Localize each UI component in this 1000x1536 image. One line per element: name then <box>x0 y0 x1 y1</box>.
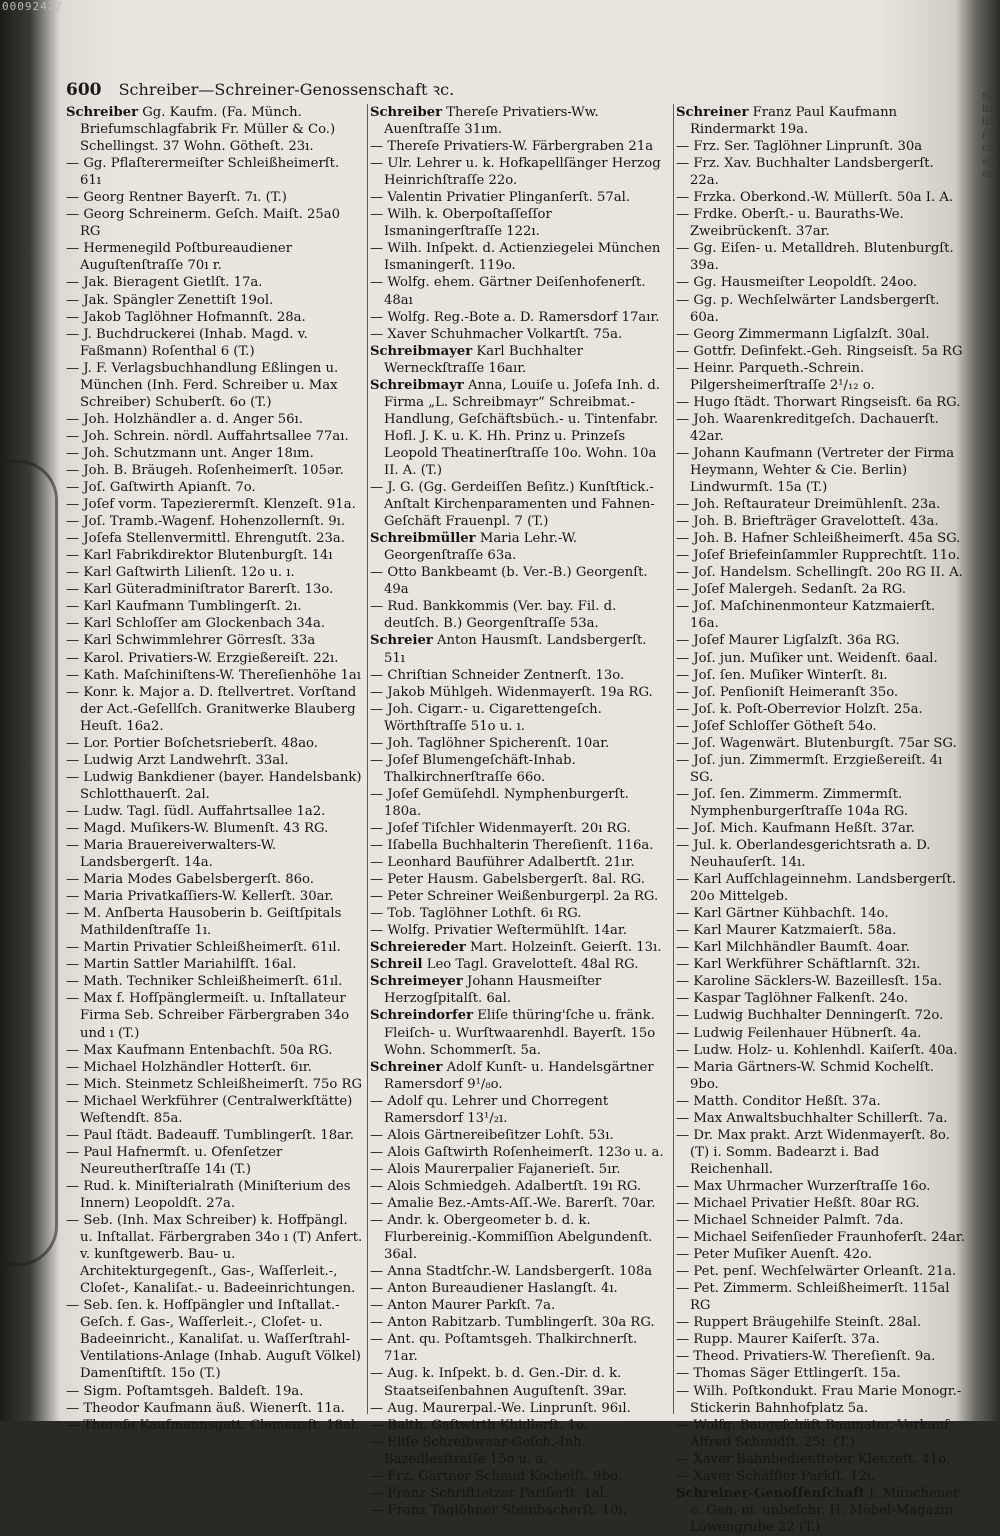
directory-entry: — Karl Schloſſer am Glockenbach 34a. <box>66 616 326 632</box>
directory-entry: — Georg Zimmermann Ligſalzſt. 30al. <box>676 326 930 342</box>
directory-entry: — Frzka. Oberkond.-W. Müllerſt. 50a I. A. <box>676 190 954 206</box>
directory-entry: — Gottfr. Deſinfekt.-Geh. Ringseisſt. 5a RG <box>676 343 963 359</box>
directory-column-middle <box>370 104 670 1518</box>
directory-entry: — Seb. (Inh. Max Schreiber) k. Hoffpängl. u. Inſtallat. Färbergraben 34o ı (T) Anfert. v. kunſtgewerb. Bau- u. Architekturgegenſt., Gas-, Waſſerleit.-, Cloſet-, Kanaliſat.- u. Badeeinrichtungen. <box>66 1213 363 1297</box>
directory-entry: — Magd. Muſikers-W. Blumenſt. 43 RG. <box>66 820 329 836</box>
directory-entry: — M. Anſberta Hausoberin b. Geiſtſpitals Mathildenſtraſſe 1ı. <box>66 906 342 939</box>
directory-column-right <box>676 104 966 1535</box>
directory-entry: — Jak. Bieragent Gietlſt. 17a. <box>66 275 263 291</box>
directory-entry: Schreiber Gg. Kaufm. (Fa. Münch. Briefumschlagfabrik Fr. Müller & Co.) Schellingst. 37 Wohn. Götheſt. 23ı. <box>66 105 336 155</box>
directory-entry: — Anton Maurer Parkſt. 7a. <box>370 1298 556 1314</box>
directory-entry: — Maria Modes Gabelsbergerſt. 86o. <box>66 872 314 888</box>
directory-entry: — Joſef vorm. Tapezierermſt. Klenzeſt. 91a. <box>66 497 356 513</box>
directory-entry: — Max Uhrmacher Wurzerſtraſſe 16o. <box>676 1178 931 1194</box>
binding-tab-outline <box>0 460 58 1266</box>
directory-entry: — Joſ. Penſioniſt Heimeranſt 35o. <box>676 684 899 700</box>
directory-entry: — Adolf qu. Lehrer und Chorregent Ramersdorf 13¹/₂ı. <box>370 1093 609 1126</box>
directory-entry: — Joſ. Wagenwärt. Blutenburgſt. 75ar SG. <box>676 735 957 751</box>
directory-entry: — Ludwig Arzt Landwehrſt. 33al. <box>66 752 289 768</box>
directory-entry: — Joh. B. Briefträger Gravelotteſt. 43a. <box>676 514 939 530</box>
directory-entry: — Leonhard Bauführer Adalbertſt. 21ır. <box>370 855 635 871</box>
directory-entry: — Lor. Portier Boſchetsrieberſt. 48ao. <box>66 735 318 751</box>
directory-entry: — Wilh. Inſpekt. d. Actienziegelei München Ismaningerſt. 119o. <box>370 241 661 274</box>
directory-entry: Schreiner-Genoſſenſchaft I. Münchener e. Gen. m. unbeſchr. H. Möbel-Magazin Löwengrube 22 (T.) <box>676 1485 960 1535</box>
directory-entry: — Ludwig Feilenhauer Hübnerſt. 4a. <box>676 1025 922 1041</box>
directory-entry: — Karl Güteradminiſtrator Barerſt. 13o. <box>66 582 334 598</box>
directory-entry: — Kath. Maſchiniſtens-W. Thereſienhöhe 1aı <box>66 667 361 683</box>
directory-entry: — Otto Bankbeamt (b. Ver.-B.) Georgenſt. 49a <box>370 565 648 598</box>
directory-entry: — Max Kaufmann Entenbachſt. 50a RG. <box>66 1042 333 1058</box>
directory-entry: — Franz Schriftſetzer Pariſerſt. 1al. <box>370 1485 609 1501</box>
directory-entry: — Joh. Cigarr.- u. Cigarettengeſch. Wörthſtraſſe 51o u. ı. <box>370 701 602 734</box>
directory-entry: — Rupp. Maurer Kaiſerſt. 37a. <box>676 1332 880 1348</box>
directory-entry: — Wolfg. Reg.-Bote a. D. Ramersdorf 17aır. <box>370 309 660 325</box>
directory-entry: — Sigm. Poſtamtsgeh. Baldeſt. 19a. <box>66 1383 304 1399</box>
directory-entry: — Karl Milchhändler Baumſt. 4oar. <box>676 940 910 956</box>
directory-entry: — Peter Schreiner Weißenburgerpl. 2a RG. <box>370 889 659 905</box>
directory-entry: — Andr. k. Obergeometer b. d. k. Flurbereinig.-Kommiſſion Abelgundenſt. 36al. <box>370 1213 653 1263</box>
directory-entry: Schreiereder Mart. Holzeinſt. Geierſt. 13ı. <box>370 940 662 956</box>
directory-entry: — Joſ. k. Poſt-Oberrevior Holzſt. 25a. <box>676 701 923 717</box>
directory-entry: Schreibmayr Anna, Louiſe u. Joſefa Inh. d. Firma „L. Schreibmayr“ Schreibmat.-Handlung, Geſchäftsbüch.- u. Tintenfabr. Hofl. J. K. u. K. Hh. Prinz u. Prinzeſs Leopold Theatinerſtraſſe 10o. Wohn. 10a II. A. (T.) <box>370 377 660 478</box>
directory-entry: — J. Buchdruckerei (Inhab. Magd. v. Faßmann) Roſenthal 6 (T.) <box>66 326 308 359</box>
directory-entry: — Anton Rabitzarb. Tumblingerſt. 30a RG. <box>370 1315 655 1331</box>
directory-entry: — Balth. Gaſtwirth Khidlerſt. 1o. <box>370 1417 588 1433</box>
directory-entry: — Hermenegild Poſtbureaudiener Auguſtenſtraſſe 70ı r. <box>66 241 293 274</box>
directory-entry: — Martin Privatier Schleißheimerſt. 61ıl. <box>66 940 341 956</box>
directory-entry: — Amalie Bez.-Amts-Aſſ.-We. Barerſt. 70ar. <box>370 1196 656 1211</box>
directory-entry: — Joſef Malergeh. Sedanſt. 2a RG. <box>676 582 907 598</box>
directory-entry: — Gg. Hausmeiſter Leopoldſt. 24oo. <box>676 275 918 291</box>
directory-entry: — Karl Kaufmann Tumblingerſt. 2ı. <box>66 599 302 615</box>
directory-entry: — Xaver Bahnbedienſteter Klenzeſt. 41o. <box>676 1451 951 1467</box>
directory-entry: — Mich. Steinmetz Schleißheimerſt. 75o RG <box>66 1076 362 1092</box>
directory-entry: — Pet. Zimmerm. Schleißheimerſt. 115al RG <box>676 1281 950 1314</box>
directory-entry: — Jak. Spängler Zenettiſt 19ol. <box>66 292 274 308</box>
directory-entry: — Gg. Pflaſterermeiſter Schleißheimerſt. 61ı <box>66 156 340 189</box>
directory-entry: — Chriſtian Schneider Zentnerſt. 13o. <box>370 667 625 683</box>
directory-entry: — Max f. Hofſpänglermeiſt. u. Inſtallateur Firma Seb. Schreiber Färbergraben 34o und ı (T.) <box>66 991 350 1041</box>
directory-entry: — Thomas Säger Ettlingerſt. 15a. <box>676 1366 901 1382</box>
directory-entry: — Konr. k. Major a. D. ſtellvertret. Vorſtand der Act.-Geſellſch. Granitwerke Blauberg Heuſt. 16a2. <box>66 684 357 734</box>
directory-entry: — Michael Seifenſieder Fraunhoferſt. 24ar. <box>676 1230 965 1246</box>
directory-entry: — Karl Gärtner Kühbachſt. 14o. <box>676 906 889 922</box>
directory-entry: — Karl Aufſchlageinnehm. Landsbergerſt. 20o Mittelgeb. <box>676 872 956 905</box>
directory-entry: — Joſef Maurer Ligſalzſt. 36a RG. <box>676 633 900 649</box>
directory-entry: — Jakob Mühlgeh. Widenmayerſt. 19a RG. <box>370 684 653 700</box>
directory-entry: — Ant. qu. Poſtamtsgeh. Thalkirchnerſt. 71ar. <box>370 1332 638 1365</box>
directory-entry: — Heinr. Parqueth.-Schrein. Pilgersheimerſtraſſe 2¹/₁₂ o. <box>676 360 875 393</box>
directory-entry: — Maria Privatkaſſiers-W. Kellerſt. 30ar. <box>66 889 334 905</box>
directory-entry: — Joſ. jun. Muſiker unt. Weidenſt. 6aal. <box>676 650 938 666</box>
directory-entry: — Joh. Reſtaurateur Dreimühlenſt. 23a. <box>676 497 941 513</box>
directory-entry: — Jakob Taglöhner Hofmannſt. 28a. <box>66 309 306 325</box>
directory-entry: — Johann Kaufmann (Vertreter der Firma Heymann, Wehter & Cie. Berlin) Lindwurmſt. 15a (T.) <box>676 445 955 496</box>
directory-entry: — Georg Schreinerm. Geſch. Maiſt. 25a0 RG <box>66 207 340 240</box>
directory-entry: — Aug. k. Inſpekt. b. d. Gen.-Dir. d. k. Staatseiſenbahnen Auguſtenſt. 39ar. <box>370 1366 627 1399</box>
directory-entry: — Wolfg. Privatier Weſtermühlſt. 14ar. <box>370 923 627 939</box>
directory-entry: — Karoline Säcklers-W. Bazeillesſt. 15a. <box>676 974 942 990</box>
directory-entry: — J. G. (Gg. Gerdeiſſen Beſitz.) Kunſtſtick.-Anſtalt Kirchenparamenten und Fahnen-Geſchäft Frauenpl. 7 (T.) <box>370 480 655 530</box>
directory-entry: — Xaver Schuhmacher Volkartſt. 75a. <box>370 326 623 342</box>
directory-entry: — Joh. B. Hafner Schleißheimerſt. 45a SG. <box>676 531 961 547</box>
directory-column-left <box>66 104 364 1433</box>
directory-entry: — Joſef Blumengeſchäft-Inhab. Thalkirchnerſtraſſe 66o. <box>370 752 576 785</box>
directory-entry: — Paul Hafnermſt. u. Ofenſetzer Neureutherſtraſſe 14ı (T.) <box>66 1144 283 1177</box>
directory-entry: — Ludw. Tagl. ſüdl. Auffahrtsallee 1a2. <box>66 803 326 819</box>
directory-entry: — Alois Gaſtwirth Roſenheimerſt. 123o u. a. <box>370 1144 664 1160</box>
directory-entry: — Joſ. Tramb.-Wagenf. Hohenzollernſt. 9ı. <box>66 514 346 530</box>
directory-entry: — Aug. Maurerpal.-We. Linprunſt. 96ıl. <box>370 1400 631 1416</box>
directory-entry: Schreindorfer Eliſe thüring'ſche u. fränk. Fleiſch- u. Wurſtwaarenhdl. Bayerſt. 15o Wohn. Schommerſt. 5a. <box>370 1008 656 1058</box>
scan-id-label: 00092427 <box>2 0 63 13</box>
adjacent-page-edge-text: Schreiber Schreiner <box>982 91 1000 180</box>
directory-entry: — Ruppert Bräugehilfe Steinſt. 28al. <box>676 1315 922 1331</box>
directory-entry: — Joh. Taglöhner Spicherenſt. 10ar. <box>370 735 610 751</box>
directory-entry: — Thereſe Kaufmannsgatt. Clemensſt. 18al. <box>66 1417 360 1433</box>
directory-entry: — Xaver Schäffler Parkſt. 12ı. <box>676 1468 876 1484</box>
directory-entry: — Theodor Kaufmann äuß. Wienerſt. 11a. <box>66 1400 345 1416</box>
directory-entry: Schreiber Thereſe Privatiers-Ww. Auenſtraſſe 31ım. <box>370 105 599 138</box>
directory-entry: — Paul ſtädt. Badeauff. Tumblingerſt. 18ar. <box>66 1127 354 1143</box>
directory-entry: — Gg. p. Wechſelwärter Landsbergerſt. 60a. <box>676 292 940 325</box>
directory-entry: — Joh. B. Bräugeh. Roſenheimerſt. 105ər. <box>66 462 344 478</box>
page-header <box>66 78 946 102</box>
column-rule-left <box>367 104 368 1414</box>
directory-entry: Schreil Leo Tagl. Gravelotteſt. 48al RG. <box>370 957 639 973</box>
directory-entry: — Joſef Tiſchler Widenmayerſt. 20ı RG. <box>370 820 631 836</box>
directory-entry: — Joh. Schutzmann unt. Anger 18ım. <box>66 445 314 461</box>
directory-entry: — Wolfg. Baugeſchäft Baumater.-Verkauf Alfred Schmidſt. 25ı. (T.) <box>676 1417 949 1450</box>
directory-entry: — Ludwig Buchhalter Denningerſt. 72o. <box>676 1008 944 1024</box>
directory-entry: — Wilh. Poſtkondukt. Frau Marie Monogr.-Stickerin Bahnhofplatz 5a. <box>676 1383 962 1416</box>
directory-entry: — Ludwig Bankdiener (bayer. Handelsbank) Schlotthauerſt. 2al. <box>66 769 362 802</box>
directory-entry: — Joſ. Gaſtwirth Apianſt. 7o. <box>66 480 256 496</box>
directory-entry: — Joſefa Stellenvermittl. Ehrengutſt. 23a. <box>66 531 345 547</box>
directory-entry: — Pet. penſ. Wechſelwärter Orleanſt. 21a. <box>676 1264 957 1280</box>
directory-entry: — Theod. Privatiers-W. Thereſienſt. 9a. <box>676 1349 936 1365</box>
directory-entry: — Wilh. k. Oberpoſtaſſeſſor Ismaningerſtraſſe 122ı. <box>370 207 552 240</box>
running-title: Schreiber—Schreiner-Genossenschaft ꝛc. <box>118 80 455 99</box>
directory-entry: — Hugo ſtädt. Thorwart Ringseisſt. 6a RG. <box>676 394 961 410</box>
directory-entry: — Thereſe Privatiers-W. Färbergraben 21a <box>370 139 654 155</box>
directory-entry: — Valentin Privatier Plinganſerſt. 57al. <box>370 190 631 206</box>
directory-entry: — Kaspar Taglöhner Falkenſt. 24o. <box>676 991 909 1007</box>
directory-entry: — Georg Rentner Bayerſt. 7ı. (T.) <box>66 190 287 206</box>
directory-entry: — Frdke. Oberſt.- u. Bauraths-We. Zweibrückenſt. 37ar. <box>676 207 904 240</box>
directory-entry: — Martin Sattler Mariahilfſt. 16al. <box>66 957 297 973</box>
directory-entry: — Anton Bureaudiener Haslangſt. 4ı. <box>370 1281 618 1297</box>
directory-entry: — Maria Gärtners-W. Schmid Kochelſt. 9bo. <box>676 1059 935 1092</box>
directory-entry: — Karol. Privatiers-W. Erzgießereiſt. 22ı. <box>66 650 339 666</box>
directory-entry: — Michael Schneider Palmſt. 7da. <box>676 1213 904 1229</box>
directory-entry: — Joſ. ſen. Muſiker Winterſt. 8ı. <box>676 667 888 683</box>
directory-entry: — Karl Schwimmlehrer Görresſt. 33a <box>66 633 316 649</box>
directory-entry: — Joſ. Maſchinenmonteur Katzmaierſt. 16a. <box>676 599 936 632</box>
directory-entry: — Matth. Conditor Heßſt. 37a. <box>676 1093 881 1109</box>
directory-entry: — Wolfg. ehem. Gärtner Deiſenhofenerſt. 48aı <box>370 275 646 308</box>
directory-entry: — Karl Gaſtwirth Lilienſt. 12o u. ı. <box>66 565 295 581</box>
directory-entry: — Alois Maurerpalier Fajanerieſt. 5ır. <box>370 1161 621 1177</box>
column-rule-right <box>673 104 674 1414</box>
directory-entry: — Alois Schmiedgeh. Adalbertſt. 19ı RG. <box>370 1178 642 1194</box>
directory-entry: Schreier Anton Hausmſt. Landsbergerſt. 51ı <box>370 633 647 666</box>
directory-entry: — J. F. Verlagsbuchhandlung Eßlingen u. München (Inh. Ferd. Schreiber u. Max Schreiber) Schuberſt. 6o (T.) <box>66 360 339 410</box>
directory-entry: — Frz. Xav. Buchhalter Landsbergerſt. 22a. <box>676 156 934 189</box>
directory-entry: — Eliſe Schreibwaar-Geſch.-Inh. Bazeillesſtraſſe 15o u. a. <box>370 1434 586 1467</box>
directory-entry: Schreimeyer Johann Hausmeiſter Herzogſpitalſt. 6al. <box>370 974 602 1007</box>
directory-entry: Schreibmayer Karl Buchhalter Werneckſtraſſe 16aır. <box>370 343 583 376</box>
directory-entry: — Dr. Max prakt. Arzt Widenmayerſt. 8o. (T) i. Somm. Badearzt i. Bad Reichenhall. <box>676 1127 950 1177</box>
directory-entry: — Joh. Holzhändler a. d. Anger 56ı. <box>66 411 303 427</box>
directory-entry: — Maria Brauereiverwalters-W. Landsbergerſt. 14a. <box>66 838 277 871</box>
directory-entry: — Joſ. ſen. Zimmerm. Zimmermſt. Nymphenburgerſtraſſe 104a RG. <box>676 786 909 819</box>
directory-entry: — Max Anwaltsbuchhalter Schillerſt. 7a. <box>676 1110 948 1126</box>
directory-entry: — Frz. Ser. Taglöhner Linprunſt. 30a <box>676 139 923 155</box>
directory-entry: — Michael Werkführer (Centralwerkſtätte) Weſtendſt. 85a. <box>66 1093 353 1126</box>
directory-entry: Schreiner Franz Paul Kaufmann Rindermarkt 19a. <box>676 105 898 138</box>
directory-entry: — Rud. Bankkommis (Ver. bay. Fil. d. deutſch. B.) Georgenſtraſſe 53a. <box>370 599 617 632</box>
page-number: 600 <box>66 80 102 100</box>
directory-entry: — Joſef Gemüſehdl. Nymphenburgerſt. 180a. <box>370 786 629 819</box>
directory-entry: — Gg. Eiſen- u. Metalldreh. Blutenburgſt. 39a. <box>676 241 954 274</box>
directory-entry: — Karl Fabrikdirektor Blutenburgſt. 14ı <box>66 548 333 564</box>
directory-entry: — Rud. k. Miniſterialrath (Miniſterium des Innern) Leopoldſt. 27a. <box>66 1178 351 1211</box>
directory-entry: — Frz. Gärtner Schmid Kochelſt. 9bo. <box>370 1468 622 1484</box>
directory-entry: — Ulr. Lehrer u. k. Hofkapellſänger Herzog Heinrichſtraſſe 22o. <box>370 156 661 189</box>
directory-entry: — Jul. k. Oberlandesgerichtsrath a. D. Neuhauſerſt. 14ı. <box>676 838 931 871</box>
directory-entry: — Joſ. Mich. Kaufmann Heßſt. 37ar. <box>676 820 915 836</box>
directory-entry: — Franz Taglöhner Steinbacherſt. 10ı. <box>370 1502 627 1518</box>
directory-entry: — Joh. Waarenkreditgeſch. Dachauerſt. 42ar. <box>676 411 939 444</box>
directory-entry: — Karl Maurer Katzmaierſt. 58a. <box>676 923 897 939</box>
directory-entry: — Peter Muſiker Auenſt. 42o. <box>676 1247 873 1263</box>
directory-entry: — Joſef Briefeinſammler Rupprechtſt. 11o. <box>676 548 960 564</box>
directory-entry: Schreiner Adolf Kunſt- u. Handelsgärtner Ramersdorf 9¹/₈o. <box>370 1059 654 1092</box>
directory-entry: — Joh. Schrein. nördl. Auffahrtsallee 77aı. <box>66 428 349 444</box>
directory-entry: — Peter Hausm. Gabelsbergerſt. 8al. RG. <box>370 872 645 888</box>
directory-entry: — Ludw. Holz- u. Kohlenhdl. Kaiſerſt. 40a. <box>676 1042 958 1058</box>
directory-entry: — Iſabella Buchhalterin Thereſienſt. 116a. <box>370 838 654 854</box>
directory-entry: — Michael Privatier Heßſt. 80ar RG. <box>676 1196 920 1211</box>
directory-entry: — Math. Techniker Schleißheimerſt. 61ıl. <box>66 974 343 990</box>
directory-entry: — Anna Stadtſchr.-W. Landsbergerſt. 108a <box>370 1264 653 1280</box>
directory-entry: — Joſef Schloſſer Götheſt 54o. <box>676 718 877 734</box>
directory-entry: — Michael Holzhändler Hotterſt. 6ır. <box>66 1059 312 1075</box>
directory-entry: — Seb. ſen. k. Hofſpängler und Inſtallat.-Geſch. f. Gas-, Waſſerleit.-, Cloſet- u. Badeeinricht., Kanaliſat. u. Waſſerſtrahl-Ventilations-Anlage (Inhab. Auguſt Völkel) Damenſtiftſt. 15o (T.) <box>66 1298 361 1382</box>
directory-entry: Schreibmüller Maria Lehr.-W. Georgenſtraſſe 63a. <box>370 531 578 564</box>
directory-entry: — Joſ. jun. Zimmermſt. Erzgießereiſt. 4ı SG. <box>676 752 943 785</box>
directory-entry: — Joſ. Handelsm. Schellingſt. 20o RG II. A. <box>676 565 963 581</box>
directory-entry: — Karl Werkführer Schäftlarnſt. 32ı. <box>676 957 921 973</box>
directory-entry: — Tob. Taglöhner Lothſt. 6ı RG. <box>370 906 582 922</box>
directory-entry: — Alois Gärtnereibeſitzer Lohſt. 53ı. <box>370 1127 614 1143</box>
